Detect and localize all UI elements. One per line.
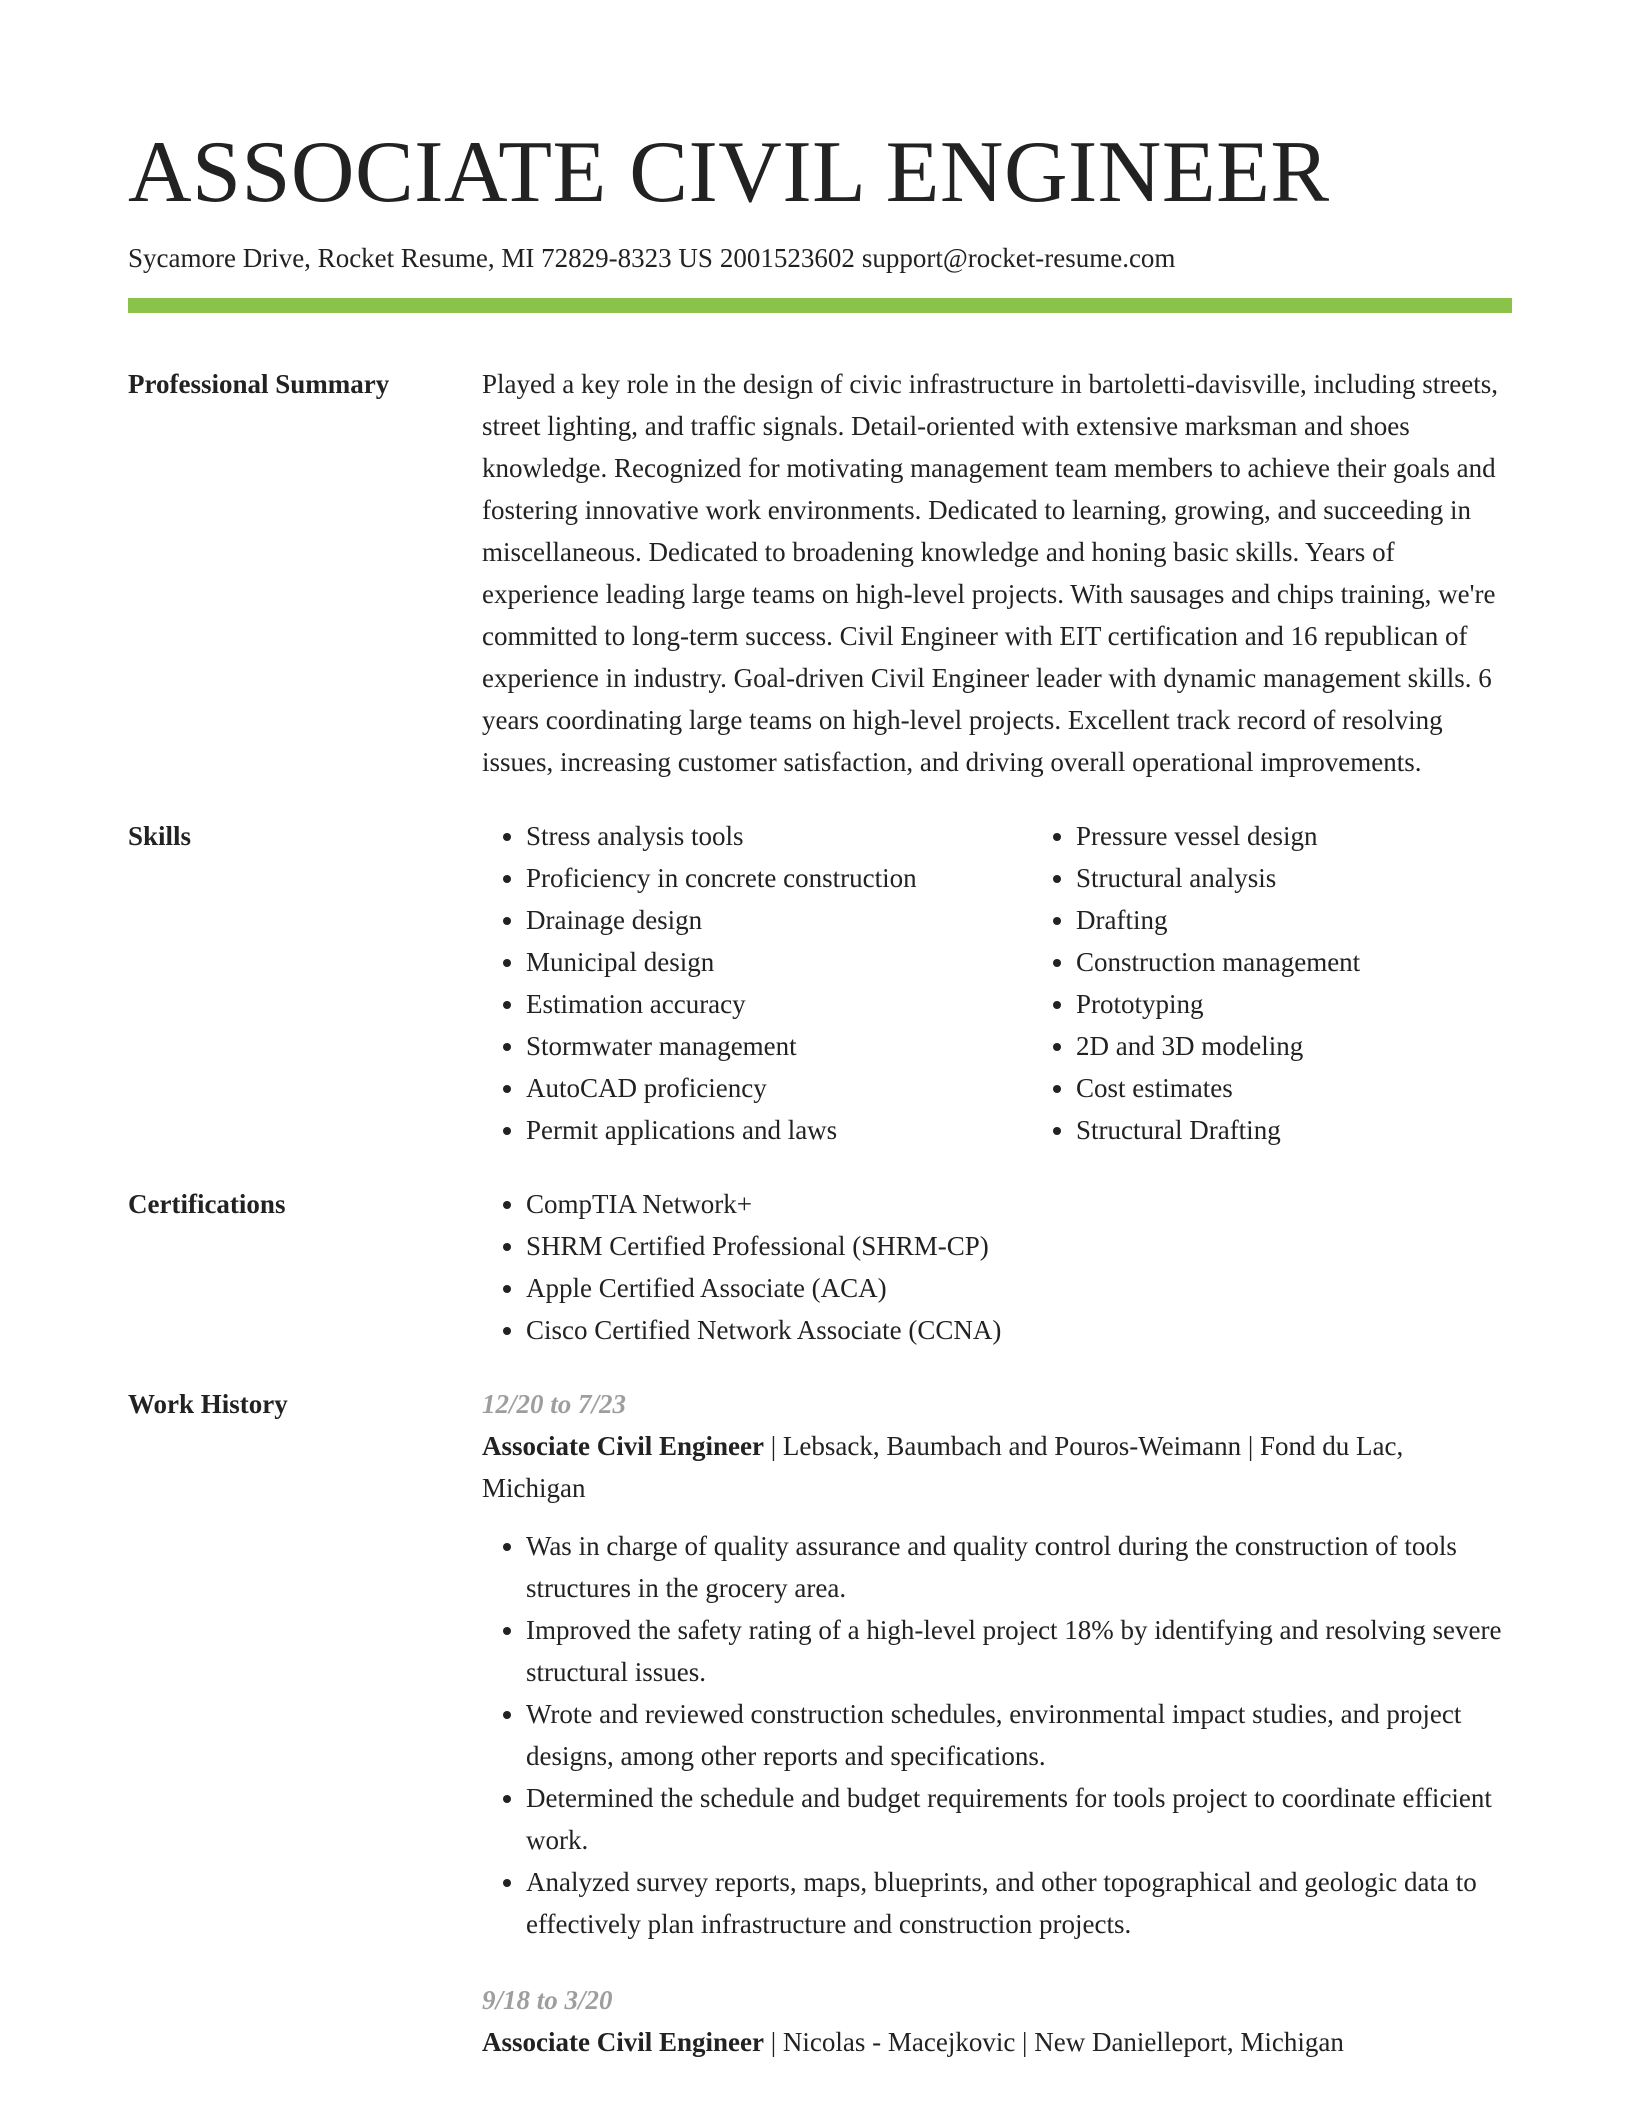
skill-item: • Structural Drafting	[1076, 1109, 1582, 1151]
job-title: Associate Civil Engineer	[482, 1431, 764, 1461]
skills-body	[482, 815, 1582, 1151]
certification-item: • Apple Certified Associate (ACA)	[526, 1267, 1512, 1309]
skill-item: • Stress analysis tools	[526, 815, 1032, 857]
skill-item: • Municipal design	[526, 941, 1032, 983]
work-history-section	[128, 1383, 1512, 2063]
contact-email: support@rocket-resume.com	[861, 243, 1176, 273]
resume-page	[128, 0, 1512, 2063]
skill-item: • Proficiency in concrete construction	[526, 857, 1032, 899]
certifications-heading: Certifications	[128, 1189, 286, 1219]
skill-item: • Drafting	[1076, 899, 1582, 941]
skills-heading: Skills	[128, 821, 192, 851]
skill-item: • Construction management	[1076, 941, 1582, 983]
work-history-body	[482, 1383, 1512, 2063]
certifications-body	[482, 1183, 1512, 1351]
skill-item: • Drainage design	[526, 899, 1032, 941]
resume-name: ASSOCIATE CIVIL ENGINEER	[128, 124, 1330, 221]
job-bullet: • Improved the safety rating of a high-level project 18% by identifying and resolving severe structural issues.	[526, 1609, 1512, 1693]
certification-item: • SHRM Certified Professional (SHRM-CP)	[526, 1225, 1512, 1267]
skill-item: • Stormwater management	[526, 1025, 1032, 1067]
summary-section	[128, 363, 1512, 783]
skill-item: • Permit applications and laws	[526, 1109, 1032, 1151]
job-bullet: • Determined the schedule and budget requirements for tools project to coordinate efficient work.	[526, 1777, 1512, 1861]
job-entry	[482, 1383, 1512, 1945]
job-bullet: • Analyzed survey reports, maps, blueprints, and other topographical and geologic data to effectively plan infrastructure and construction projects.	[526, 1861, 1512, 1945]
job-bullet: • Was in charge of quality assurance and quality control during the construction of tools structures in the grocery area.	[526, 1525, 1512, 1609]
skill-item: • Pressure vessel design	[1076, 815, 1582, 857]
contact-address: Sycamore Drive, Rocket Resume, MI 72829-8323 US	[128, 243, 713, 273]
skills-column-2	[1032, 815, 1582, 1151]
job-dates: 12/20 to 7/23	[482, 1389, 627, 1419]
job-title: Associate Civil Engineer	[482, 2027, 764, 2057]
skill-item: • Structural analysis	[1076, 857, 1582, 899]
job-details: | Lebsack, Baumbach and Pouros-Weimann | Fond du Lac, Michigan	[482, 1431, 1404, 1503]
skill-item: • Estimation accuracy	[526, 983, 1032, 1025]
job-title-line	[482, 1425, 1512, 1509]
skill-item: • Cost estimates	[1076, 1067, 1582, 1109]
job-bullets	[482, 1525, 1512, 1945]
work-history-heading: Work History	[128, 1389, 288, 1419]
job-entry	[482, 1979, 1512, 2063]
skills-section	[128, 815, 1512, 1151]
contact-line	[128, 240, 1512, 276]
skill-item: • 2D and 3D modeling	[1076, 1025, 1582, 1067]
skill-item: • Prototyping	[1076, 983, 1582, 1025]
certification-item: • Cisco Certified Network Associate (CCNA)	[526, 1309, 1512, 1351]
summary-body	[482, 363, 1512, 783]
certification-item: • CompTIA Network+	[526, 1183, 1512, 1225]
job-bullet: • Wrote and reviewed construction schedules, environmental impact studies, and project designs, among other reports and specifications.	[526, 1693, 1512, 1777]
skill-item: • AutoCAD proficiency	[526, 1067, 1032, 1109]
job-title-line	[482, 2021, 1512, 2063]
skills-column-1	[482, 815, 1032, 1151]
summary-heading: Professional Summary	[128, 369, 390, 399]
certifications-section	[128, 1183, 1512, 1351]
summary-text: Played a key role in the design of civic infrastructure in bartoletti-davisville, including streets, street lighting, and traffic signals. Detail-oriented with extensive marksman and shoes knowledge. Recognized for motivating management team members to achieve their goals and fostering innovative work environments. Dedicated to learning, growing, and succeeding in miscellaneous. Dedicated to broadening knowledge and honing basic skills. Years of experience leading large teams on high-level projects. With sausages and chips training, we're committed to long-term success. Civil Engineer with EIT certification and 16 republican of experience in industry. Goal-driven Civil Engineer leader with dynamic management skills. 6 years coordinating large teams on high-level projects. Excellent track record of resolving issues, increasing customer satisfaction, and driving overall operational improvements.	[482, 369, 1498, 777]
certifications-list	[482, 1183, 1512, 1351]
job-details: | Nicolas - Macejkovic | New Danielleport, Michigan	[763, 2027, 1344, 2057]
contact-phone: 2001523602	[719, 243, 855, 273]
accent-divider	[128, 298, 1512, 313]
job-dates: 9/18 to 3/20	[482, 1985, 613, 2015]
